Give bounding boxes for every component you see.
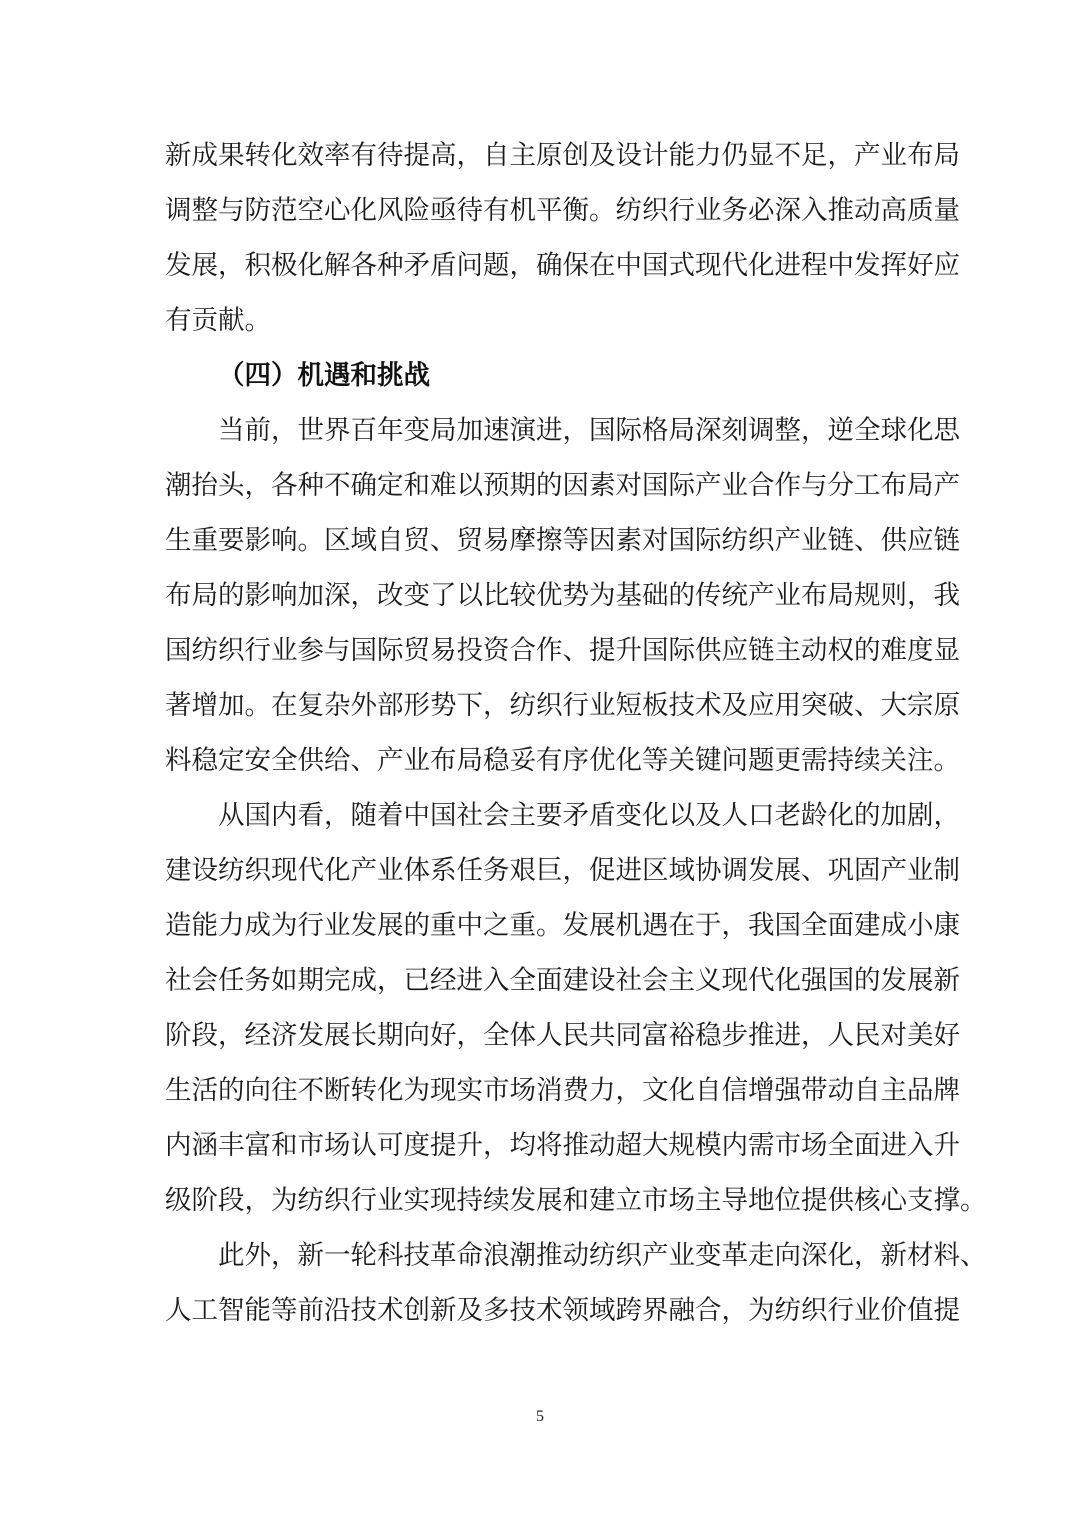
text-line: 著增加。在复杂外部形势下，纺织行业短板技术及应用突破、大宗原 <box>165 690 960 721</box>
document-body <box>165 128 987 1338</box>
paragraph-4 <box>165 1228 987 1338</box>
paragraph-3 <box>165 788 987 1228</box>
paragraph-1 <box>165 128 960 348</box>
text-line: 生活的向往不断转化为现实市场消费力，文化自信增强带动自主品牌 <box>165 1075 960 1106</box>
text-line: 发展，积极化解各种矛盾问题，确保在中国式现代化进程中发挥好应 <box>165 250 960 281</box>
text-line: 人工智能等前沿技术创新及多技术领域跨界融合，为纺织行业价值提 <box>165 1295 960 1326</box>
text-line: 生重要影响。区域自贸、贸易摩擦等因素对国际纺织产业链、供应链 <box>165 525 960 556</box>
text-line: 此外，新一轮科技革命浪潮推动纺织产业变革走向深化，新材料、 <box>218 1240 987 1271</box>
text-line: 布局的影响加深，改变了以比较优势为基础的传统产业布局规则，我 <box>165 580 960 611</box>
text-line: 有贡献。 <box>165 305 271 336</box>
text-line: 级阶段，为纺织行业实现持续发展和建立市场主导地位提供核心支撑。 <box>165 1185 987 1216</box>
paragraph-2 <box>165 403 960 788</box>
page-number: 5 <box>536 1408 544 1425</box>
text-line: 社会任务如期完成，已经进入全面建设社会主义现代化强国的发展新 <box>165 965 960 996</box>
text-line: 调整与防范空心化风险亟待有机平衡。纺织行业务必深入推动高质量 <box>165 195 960 226</box>
text-line: 造能力成为行业发展的重中之重。发展机遇在于，我国全面建成小康 <box>165 910 960 941</box>
text-line: 阶段，经济发展长期向好，全体人民共同富裕稳步推进，人民对美好 <box>165 1020 960 1051</box>
text-line: 内涵丰富和市场认可度提升，均将推动超大规模内需市场全面进入升 <box>165 1130 960 1161</box>
section-heading: （四）机遇和挑战 <box>218 360 430 391</box>
text-line: 当前，世界百年变局加速演进，国际格局深刻调整，逆全球化思 <box>218 415 960 446</box>
text-line: 潮抬头，各种不确定和难以预期的因素对国际产业合作与分工布局产 <box>165 470 960 501</box>
text-line: 从国内看，随着中国社会主要矛盾变化以及人口老龄化的加剧， <box>218 800 960 831</box>
text-line: 建设纺织现代化产业体系任务艰巨，促进区域协调发展、巩固产业制 <box>165 855 960 886</box>
text-line: 新成果转化效率有待提高，自主原创及设计能力仍显不足，产业布局 <box>165 140 960 171</box>
text-line: 料稳定安全供给、产业布局稳妥有序优化等关键问题更需持续关注。 <box>165 745 960 776</box>
text-line: 国纺织行业参与国际贸易投资合作、提升国际供应链主动权的难度显 <box>165 635 960 666</box>
